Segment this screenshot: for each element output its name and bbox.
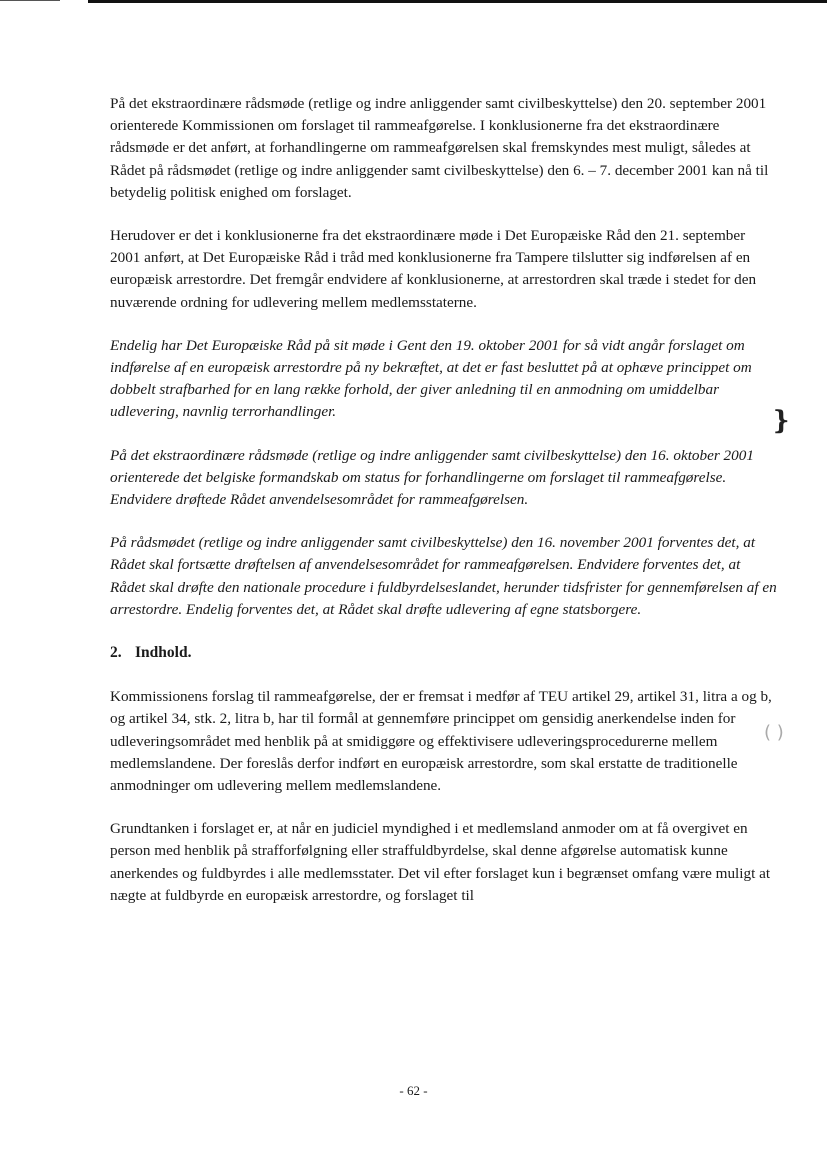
scan-edge-line: [0, 0, 60, 1]
paragraph-3: Endelig har Det Europæiske Råd på sit møde i Gent den 19. oktober 2001 for så vidt angår forslaget om indførelse af en europæisk arrestordre på ny bekræftet, at det er fast besluttet på at ophæve princippet om dobbelt strafbarhed for en lang række forhold, der giver anledning til en anmodning om umiddelbar udlevering, navnlig terrorhandlinger.: [110, 336, 752, 421]
top-rule: [88, 0, 827, 3]
paragraph-7: Grundtanken i forslaget er, at når en judiciel myndighed i et medlemsland anmoder om at få overgivet en person med henblik på strafforfølgning eller straffuldbyrdelse, skal denne afgørelse automatisk kunne anerkendes og fuldbyrdes i alle medlemsstater. Det vil efter forslaget kun i begrænset omfang være muligt at nægte at fuldbyrde en europæisk arrestordre, og forslaget til: [110, 820, 771, 904]
bracket-mark-icon: ❵: [770, 406, 792, 436]
section-number: 2.: [110, 644, 122, 662]
section-title: Indhold.: [135, 644, 192, 662]
page-number: - 62 -: [399, 1083, 428, 1098]
paragraph-2: Herudover er det i konklusionerne fra det ekstraordinære møde i Det Europæiske Råd den 21. september 2001 anført, at Det Europæiske Råd i tråd med konklusionerne fra Tampere tilslutter sig indførelsen af en europæisk arrestordre. Det fremgår endvidere af konklusionerne, at arrestordren skal træde i stedet for den nuværende ordning for udlevering mellem medlemsstaterne.: [110, 227, 757, 311]
hole-punch-mark-icon: ( ): [764, 722, 784, 743]
section-heading: [110, 642, 778, 664]
paragraph-4: På det ekstraordinære rådsmøde (retlige og indre anliggender samt civilbeskyttelse) den 16. oktober 2001 orienterede det belgiske formandskab om status for forhandlingerne om forslaget til rammeafgørelse. Endvidere drøftede Rådet anvendelsesområdet for rammeafgørelsen.: [110, 446, 754, 509]
paragraph-5: På rådsmødet (retlige og indre anliggender samt civilbeskyttelse) den 16. november 2001 forventes det, at Rådet skal fortsætte drøftelsen af anvendelsesområdet for rammeafgørelsen. Endvidere forventes det, at Rådet skal drøfte den nationale procedure i fuldbyrdelseslandet, herunder tidsfrister for gennemførelsen af en arrestordre. Endelig forventes det, at Rådet skal drøfte udlevering af egne statsborgere.: [110, 534, 777, 618]
paragraph-1: På det ekstraordinære rådsmøde (retlige og indre anliggender samt civilbeskyttelse) den 20. september 2001 orienterede Kommissionen om forslaget til rammeafgørelse. I konklusionerne fra det ekstraordinære rådsmøde er det anført, at forhandlingerne om rammeafgørelsen skal fremskyndes mest muligt, således at Rådet på rådsmødet (retlige og indre anliggender samt civilbeskyttelse) den 6. – 7. december 2001 kan nå til betydelig politisk enighed om forslaget.: [110, 95, 769, 201]
document-body: [110, 93, 778, 928]
paragraph-6: Kommissionens forslag til rammeafgørelse, der er fremsat i medfør af TEU artikel 29, artikel 31, litra a og b, og artikel 34, stk. 2, litra b, har til formål at gennemføre princippet om gensidig anerkendelse inden for udleveringsområdet med henblik på at smidiggøre og effektivisere udleveringsprocedurerne mellem medlemslandene. Der foreslås derfor indført en europæisk arrestordre, som skal erstatte de traditionelle anmodninger om udlevering mellem medlemslandene.: [110, 688, 772, 795]
